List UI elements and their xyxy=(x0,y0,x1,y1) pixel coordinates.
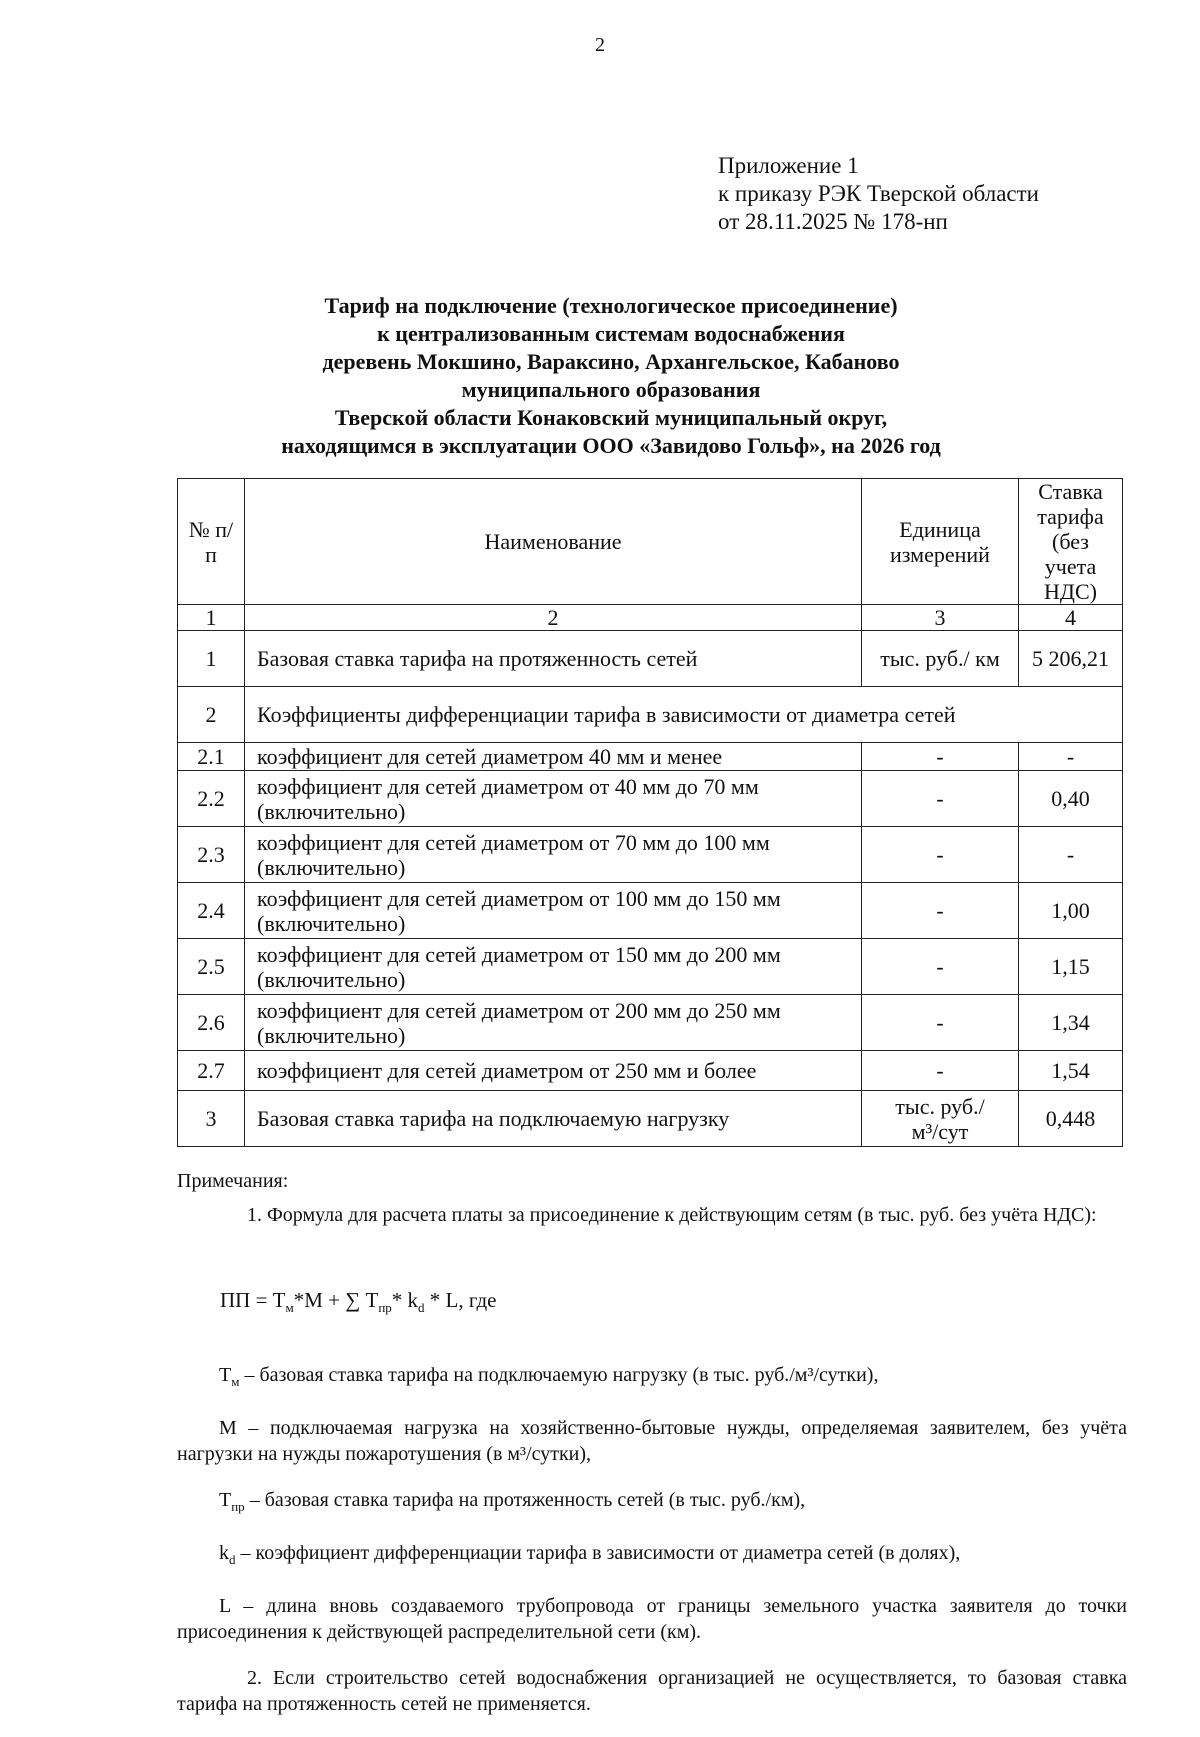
row-name: коэффициент для сетей диаметром от 150 мм до 200 мм (включительно) xyxy=(245,939,862,995)
def-symbol: k xyxy=(219,1542,229,1564)
definition xyxy=(177,1540,1127,1573)
row-rate: 0,448 xyxy=(1019,1091,1123,1147)
table-row xyxy=(178,631,1123,687)
def-symbol-sub: d xyxy=(229,1552,236,1567)
table-row xyxy=(178,995,1123,1051)
row-num: 2.2 xyxy=(178,771,245,827)
page-number: 2 xyxy=(595,34,605,56)
title-line-1: Тариф на подключение (технологическое присоединение) xyxy=(324,293,898,318)
appendix-line-3: от 28.11.2025 № 178-нп xyxy=(718,209,948,234)
row-num: 2.3 xyxy=(178,827,245,883)
formula-sub: м xyxy=(285,1300,294,1316)
table-row xyxy=(178,743,1123,771)
row-name: коэффициент для сетей диаметром от 40 мм до 70 мм (включительно) xyxy=(245,771,862,827)
formula-part: * L, где xyxy=(424,1288,497,1312)
header-rate: Ставка тарифа (без учета НДС) xyxy=(1019,479,1123,605)
def-text: базовая ставка тарифа на подключаемую нагрузку (в тыс. руб./м³/сутки), xyxy=(259,1364,879,1386)
row-unit: - xyxy=(862,995,1019,1051)
title-line-5: Тверской области Конаковский муниципальный округ, xyxy=(334,405,888,430)
table-row xyxy=(178,1051,1123,1091)
row-name: коэффициент для сетей диаметром от 200 мм до 250 мм (включительно) xyxy=(245,995,862,1051)
row-name: Базовая ставка тарифа на подключаемую нагрузку xyxy=(245,1091,862,1147)
definition xyxy=(177,1593,1127,1645)
def-text: подключаемая нагрузка на хозяйственно-бытовые нужды, определяемая заявителем, без учёта нагрузки на нужды пожаротушения (в м³/сутки), xyxy=(177,1417,1128,1465)
row-unit: тыс. руб./ км xyxy=(862,631,1019,687)
row-num: 2.4 xyxy=(178,883,245,939)
row-unit: - xyxy=(862,743,1019,771)
definition xyxy=(177,1487,1127,1520)
row-unit: - xyxy=(862,827,1019,883)
table-row xyxy=(178,939,1123,995)
row-unit-line-1: тыс. руб./ xyxy=(895,1093,985,1119)
row-unit: - xyxy=(862,883,1019,939)
appendix-block xyxy=(718,152,1039,236)
row-unit xyxy=(862,1091,1019,1147)
note-item-1: 1. Формула для расчета платы за присоединение к действующим сетям (в тыс. руб. без учёта НДС): xyxy=(247,1204,1097,1226)
def-text: базовая ставка тарифа на протяженность сетей (в тыс. руб./км), xyxy=(264,1489,806,1511)
def-symbol: Т xyxy=(219,1364,232,1386)
row-name: коэффициент для сетей диаметром от 100 мм до 150 мм (включительно) xyxy=(245,883,862,939)
definitions-list xyxy=(177,1342,1127,1737)
definition xyxy=(177,1362,1127,1395)
formula-part: *М + ∑ Т xyxy=(293,1288,379,1312)
table-row xyxy=(178,1091,1123,1147)
table-header-row xyxy=(178,479,1123,605)
formula-sub: пр xyxy=(378,1300,392,1316)
row-rate: 1,54 xyxy=(1019,1051,1123,1091)
row-name: коэффициент для сетей диаметром 40 мм и менее xyxy=(245,743,862,771)
def-symbol-sub: м xyxy=(231,1374,240,1389)
row-name: коэффициент для сетей диаметром от 250 мм и более xyxy=(245,1051,862,1091)
row-rate: - xyxy=(1019,743,1123,771)
def-dash: – xyxy=(235,1542,256,1564)
row-rate: 1,34 xyxy=(1019,995,1123,1051)
def-dash: – xyxy=(239,1364,260,1386)
title-line-6: находящимся в эксплуатации ООО «Завидово Гольф», на 2026 год xyxy=(281,433,941,458)
document-title xyxy=(176,292,1046,460)
def-symbol: L xyxy=(219,1595,231,1617)
row-num: 2.7 xyxy=(178,1051,245,1091)
row-unit: - xyxy=(862,939,1019,995)
row-rate: - xyxy=(1019,827,1123,883)
row-rate: 1,00 xyxy=(1019,883,1123,939)
def-text: коэффициент дифференциации тарифа в зависимости от диаметра сетей (в долях), xyxy=(255,1542,961,1564)
def-symbol: Т xyxy=(219,1489,232,1511)
row-unit-line-2: м³/сут xyxy=(911,1118,969,1144)
def-dash: – xyxy=(236,1417,270,1439)
def-dash: – xyxy=(230,1595,267,1617)
col-number: 4 xyxy=(1019,605,1123,631)
header-name: Наименование xyxy=(245,479,862,605)
title-line-3: деревень Мокшино, Вараксино, Архангельское, Кабаново xyxy=(322,349,900,374)
formula-part: * k xyxy=(391,1288,419,1312)
note-item-2: 2. Если строительство сетей водоснабжения организацией не осуществляется, то базовая ставка тарифа на протяженность сетей не применяется. xyxy=(177,1667,1127,1715)
row-num: 2.1 xyxy=(178,743,245,771)
row-rate: 0,40 xyxy=(1019,771,1123,827)
notes-section xyxy=(177,1168,1127,1228)
tariff-table xyxy=(177,478,1123,1147)
title-line-4: муниципального образования xyxy=(461,377,761,402)
table-row xyxy=(178,883,1123,939)
notes-heading: Примечания: xyxy=(177,1170,289,1192)
def-dash: – xyxy=(244,1489,265,1511)
row-num: 2 xyxy=(178,687,245,743)
title-line-2: к централизованным системам водоснабжения xyxy=(377,321,845,346)
col-number: 3 xyxy=(862,605,1019,631)
appendix-line-1: Приложение 1 xyxy=(718,153,859,178)
col-number: 1 xyxy=(178,605,245,631)
table-row xyxy=(178,827,1123,883)
column-number-row xyxy=(178,605,1123,631)
row-num: 3 xyxy=(178,1091,245,1147)
appendix-line-2: к приказу РЭК Тверской области xyxy=(718,181,1039,206)
row-name: коэффициент для сетей диаметром от 70 мм до 100 мм (включительно) xyxy=(245,827,862,883)
table-row xyxy=(178,771,1123,827)
header-num: № п/п xyxy=(178,479,245,605)
header-unit: Единица измерений xyxy=(862,479,1019,605)
table-row xyxy=(178,687,1123,743)
row-unit: - xyxy=(862,1051,1019,1091)
row-num: 2.5 xyxy=(178,939,245,995)
formula xyxy=(220,1288,496,1316)
col-number: 2 xyxy=(245,605,862,631)
row-num: 2.6 xyxy=(178,995,245,1051)
formula-sub: d xyxy=(418,1300,425,1316)
row-unit: - xyxy=(862,771,1019,827)
row-name: Коэффициенты дифференциации тарифа в зависимости от диаметра сетей xyxy=(245,687,1123,743)
row-name: Базовая ставка тарифа на протяженность сетей xyxy=(245,631,862,687)
def-text: длина вновь создаваемого трубопровода от границы земельного участка заявителя до точки присоединения к действующей распределительной сети (км). xyxy=(177,1595,1127,1643)
def-symbol-sub: пр xyxy=(231,1499,245,1514)
row-num: 1 xyxy=(178,631,245,687)
row-rate: 1,15 xyxy=(1019,939,1123,995)
formula-part: ПП = Т xyxy=(220,1288,286,1312)
def-symbol: М xyxy=(219,1417,237,1439)
row-rate: 5 206,21 xyxy=(1019,631,1123,687)
definition xyxy=(177,1415,1127,1467)
